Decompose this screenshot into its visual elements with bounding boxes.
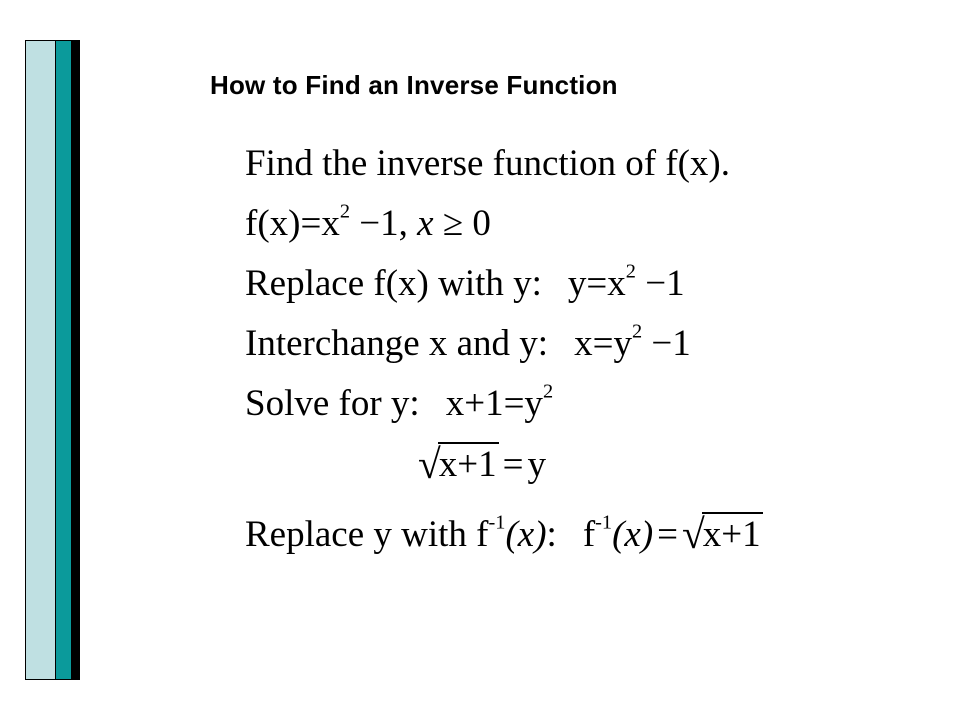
step-equation: y=x <box>567 263 626 304</box>
step-function-definition <box>245 202 491 246</box>
exponent: 2 <box>542 380 554 403</box>
result-variable: y <box>527 444 546 485</box>
square-root <box>418 442 499 487</box>
step-equation: x+1=y <box>445 383 543 424</box>
inverse-function-argument: (x) <box>612 514 654 555</box>
domain-variable: x <box>417 203 434 244</box>
step-label: Interchange x and y: <box>245 323 549 364</box>
step-interchange <box>245 322 691 366</box>
equation-rest: −1 <box>635 263 685 304</box>
radical-sign-icon: √ <box>682 511 705 557</box>
square-root <box>682 512 763 557</box>
radical-sign-icon: √ <box>418 441 441 487</box>
decorative-bar-light <box>25 40 56 680</box>
radicand: x+1 <box>438 444 497 485</box>
decorative-bar-teal <box>56 40 71 680</box>
step-label: Solve for y: <box>245 383 420 424</box>
inverse-exponent: -1 <box>595 511 613 534</box>
step-replace-inverse <box>245 512 763 557</box>
radicand: x+1 <box>702 514 761 555</box>
colon: : <box>546 514 557 555</box>
equals-sign: = <box>657 514 679 555</box>
step-label: Replace f(x) with y: <box>245 263 542 304</box>
equation-rest: −1 <box>642 323 691 364</box>
inverse-function-name: f <box>582 514 596 555</box>
inverse-exponent: -1 <box>488 511 506 534</box>
step-square-root <box>418 442 546 487</box>
step-problem-statement: Find the inverse function of f(x). <box>245 143 730 184</box>
decorative-bar-black <box>71 40 80 680</box>
equals-sign: = <box>502 444 524 485</box>
domain-condition: ≥ 0 <box>433 203 491 244</box>
step-equation: x=y <box>574 323 632 364</box>
function-rest: −1, <box>350 203 418 244</box>
step-solve <box>245 382 553 426</box>
exponent: 2 <box>625 260 636 283</box>
slide-title: How to Find an Inverse Function <box>210 70 618 100</box>
inverse-argument: (x) <box>505 514 547 555</box>
step-label: Replace y with f <box>245 514 489 555</box>
exponent: 2 <box>339 200 351 223</box>
exponent: 2 <box>631 320 643 343</box>
step-replace-fx <box>245 262 685 306</box>
function-lhs: f(x)=x <box>245 203 340 244</box>
